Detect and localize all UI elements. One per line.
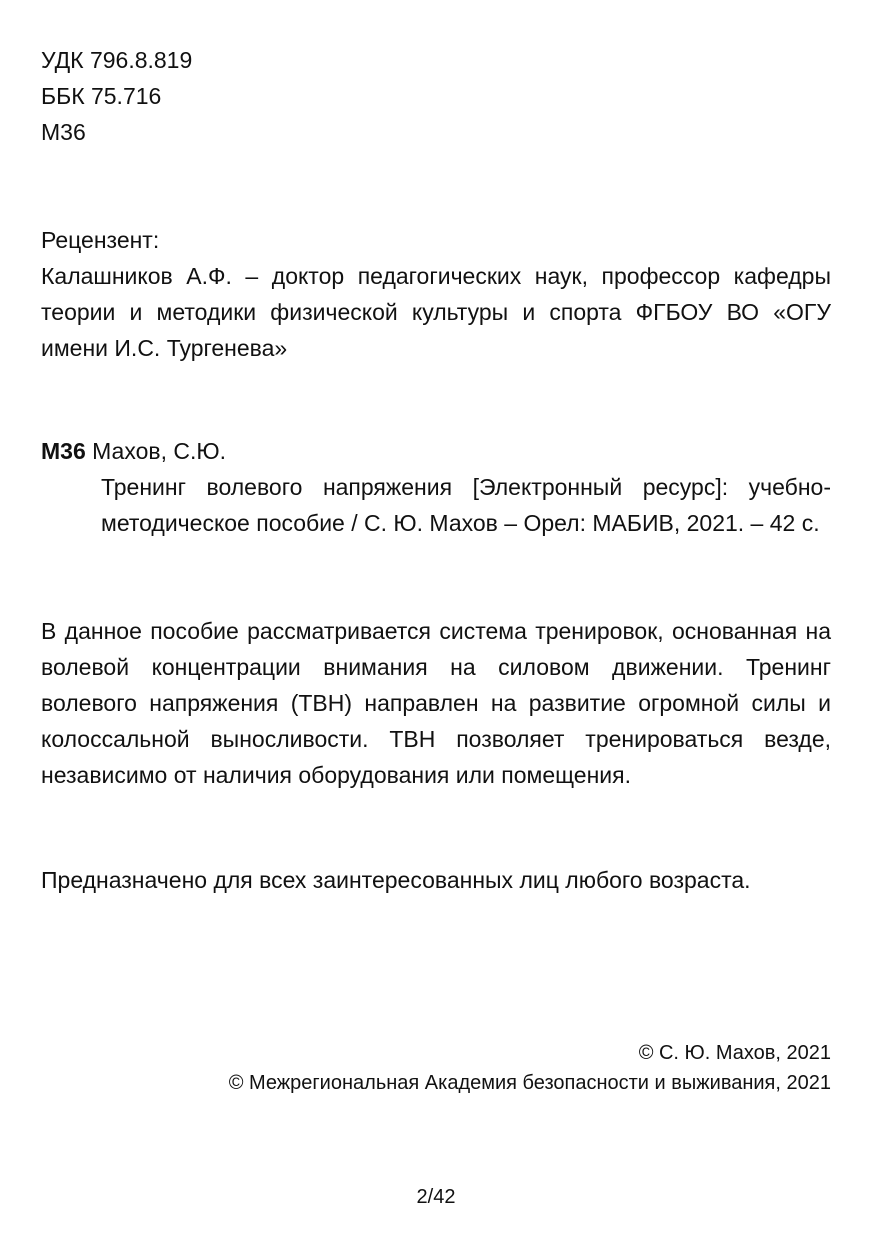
abstract-paragraph: В данное пособие рассматривается система тренировок, основанная на волевой концентрации внимания на силовом движении. Тренинг волевого напряжения (ТВН) направлен на развитие огромной силы и колоссальной выносливости. ТВН позволяет тренироваться везде, независимо от наличия оборудования или помещения. — [41, 618, 831, 788]
document-page — [41, 0, 831, 1241]
copyright-author: © С. Ю. Махов, 2021 — [638, 1042, 831, 1064]
bibliographic-entry — [41, 433, 831, 541]
biblio-mark: М36 — [41, 438, 86, 464]
reviewer-text: Калашников А.Ф. – доктор педагогических наук, профессор кафедры теории и методики физической культуры и спорта ФГБОУ ВО «ОГУ имени И.С. Тургенева» — [41, 263, 831, 361]
biblio-heading — [41, 433, 831, 469]
biblio-author: Махов, С.Ю. — [85, 438, 227, 464]
page-number: 2/42 — [416, 1186, 456, 1208]
copyright-academy: © Межрегиональная Академия безопасности и выживания, 2021 — [228, 1072, 831, 1094]
copyright-block — [41, 1038, 831, 1098]
bbk-code: ББК 75.716 — [41, 83, 162, 109]
audience-paragraph: Предназначено для всех заинтересованных лиц любого возраста. — [41, 867, 751, 893]
reviewer-label: Рецензент: — [41, 227, 160, 253]
reviewer-section — [41, 222, 831, 366]
author-mark: М36 — [41, 119, 86, 145]
classification-codes — [41, 42, 192, 150]
udk-code: УДК 796.8.819 — [41, 47, 193, 73]
biblio-description: Тренинг волевого напряжения [Электронный ресурс]: учебно-методическое пособие / С. Ю. Махов – Орел: МАБИВ, 2021. – 42 с. — [101, 474, 831, 536]
